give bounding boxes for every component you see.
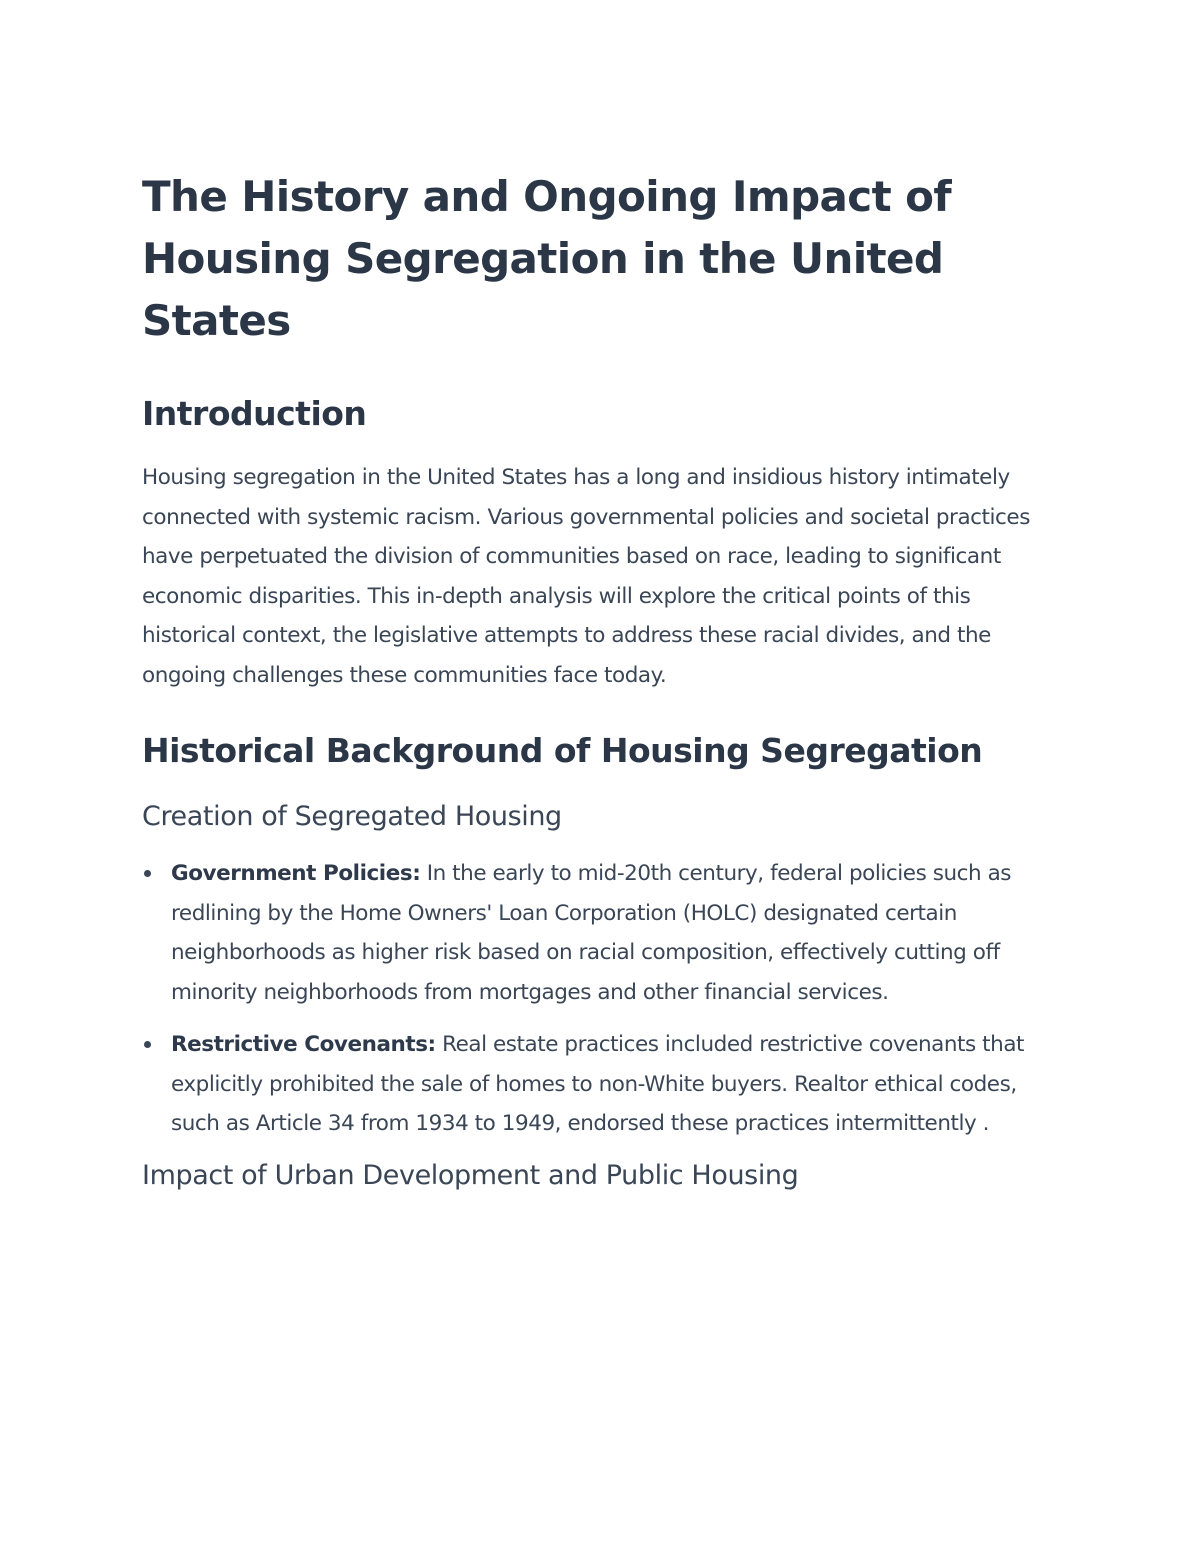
document-title: The History and Ongoing Impact of Housing Segregation in the United States [142, 172, 952, 345]
introduction-paragraph: Housing segregation in the United States has a long and insidious history intimately connected with systemic racism. Various governmental policies and societal practices have perpetuated the division of communities based on race, leading to significant economic disparities. This in-depth analysis will explore the critical points of this historical context, the legislative attempts to address these racial divides, and the ongoing challenges these communities face today. [142, 465, 1030, 688]
list-item-term: Restrictive Covenants: [171, 1032, 436, 1057]
list-item-term: Government Policies: [171, 861, 421, 886]
list-item [142, 854, 1062, 1012]
creation-segregated-housing-heading: Creation of Segregated Housing [142, 801, 562, 832]
historical-background-heading: Historical Background of Housing Segregation [142, 731, 983, 770]
list-item [142, 1025, 1062, 1144]
bullet-dot-icon [144, 870, 151, 877]
list-item-text: Real estate practices included restrictive covenants that explicitly prohibited the sale of homes to non-White buyers. Realtor ethical codes, such as Article 34 from 1934 to 1949, endorsed these practices intermittently . [171, 1032, 1025, 1136]
introduction-heading: Introduction [142, 394, 367, 433]
list-item-text: In the early to mid-20th century, federal policies such as redlining by the Home Owners' Loan Corporation (HOLC) designated certain neighborhoods as higher risk based on racial composition, effectively cutting off minority neighborhoods from mortgages and other financial services. [171, 861, 1012, 1005]
bullet-dot-icon [144, 1041, 151, 1048]
creation-bullet-list [142, 854, 1062, 1144]
document-page [142, 166, 1062, 1195]
urban-development-heading: Impact of Urban Development and Public Housing [142, 1159, 799, 1191]
